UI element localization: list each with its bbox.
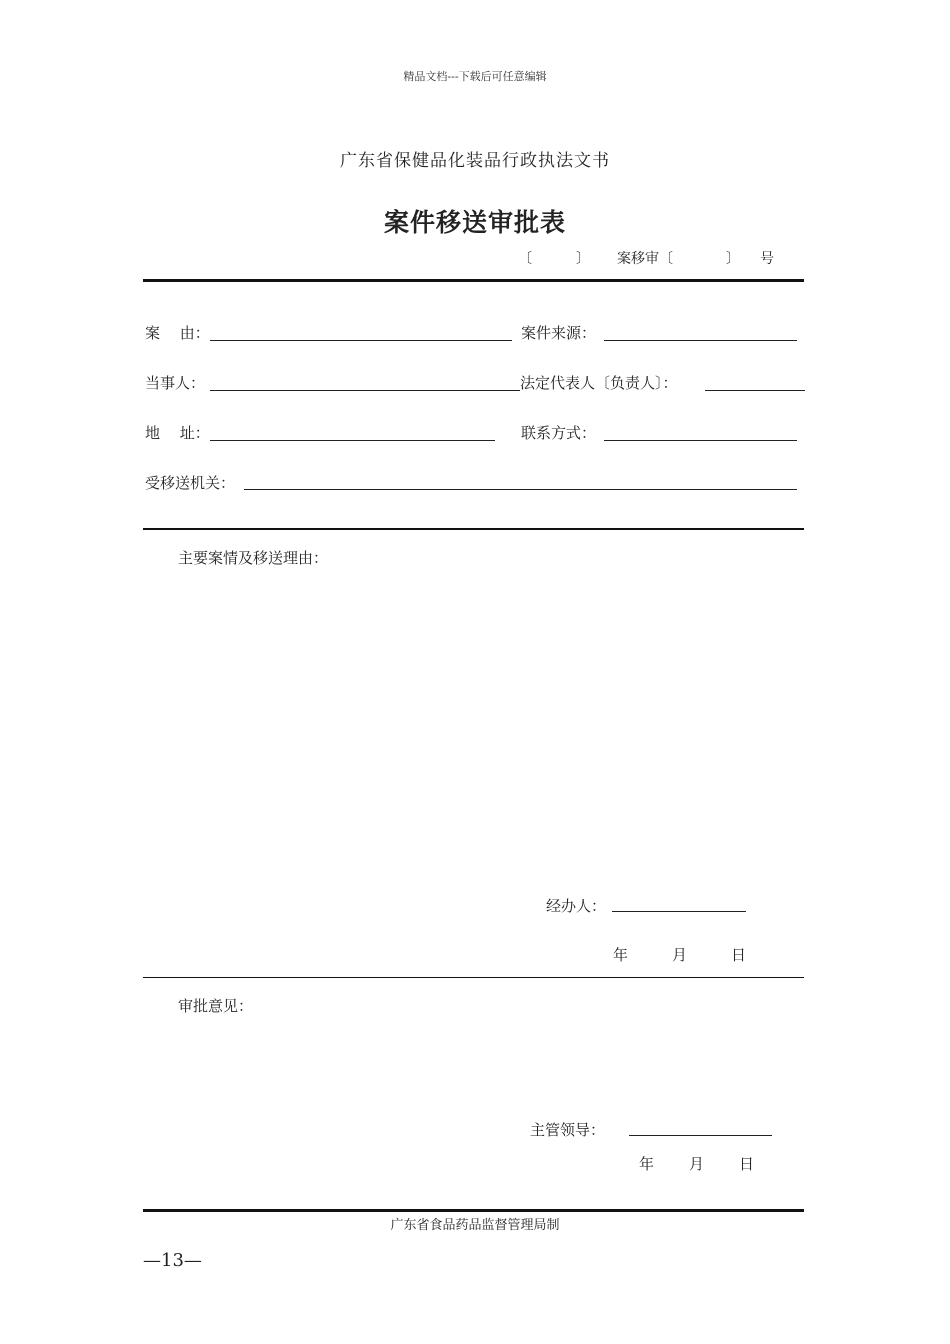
legal-rep-label: 法定代表人〔负责人〕：: [520, 374, 678, 392]
date-year-label: 年: [613, 946, 629, 964]
form-title: 案件移送审批表: [383, 208, 566, 237]
leader-label: 主管领导：: [530, 1121, 606, 1139]
date-year-label: 年: [639, 1155, 655, 1173]
docno-close-paren: 〕: [576, 251, 590, 267]
docno-prefix: 案移审〔: [617, 251, 673, 267]
contact-field[interactable]: [604, 440, 797, 441]
address-label: 地 址：: [145, 424, 210, 442]
contact-label: 联系方式：: [521, 424, 597, 442]
receiving-org-label: 受移送机关：: [145, 474, 236, 492]
bottom-thick-rule: [143, 1209, 804, 1212]
issuer-footer: 广东省食品药品监督管理局制: [390, 1218, 560, 1233]
date-month-label: 月: [689, 1155, 705, 1173]
section-rule-2: [143, 977, 804, 978]
top-thick-rule: [143, 279, 804, 282]
handler-signature-field[interactable]: [612, 911, 746, 912]
receiving-org-field[interactable]: [244, 489, 797, 490]
docno-suffix: 号: [760, 251, 774, 267]
watermark-text: 精品文档---下载后可任意编辑: [403, 70, 547, 83]
handler-label: 经办人：: [546, 897, 607, 915]
page-number: —13—: [143, 1250, 202, 1271]
legal-rep-field[interactable]: [705, 390, 805, 391]
address-field[interactable]: [210, 440, 495, 441]
docno-suffix-paren: 〕: [726, 251, 740, 267]
main-facts-label: 主要案情及移送理由：: [178, 549, 329, 567]
party-label: 当事人：: [145, 374, 206, 392]
date-day-label: 日: [731, 946, 747, 964]
approval-label: 审批意见：: [178, 997, 254, 1015]
date-month-label: 月: [672, 946, 688, 964]
case-source-label: 案件来源：: [521, 324, 597, 342]
case-reason-field[interactable]: [210, 340, 512, 341]
party-field[interactable]: [210, 390, 520, 391]
case-source-field[interactable]: [604, 340, 797, 341]
case-reason-label: 案 由：: [145, 324, 210, 342]
docno-open-paren: 〔: [518, 251, 532, 267]
date-day-label: 日: [739, 1155, 755, 1173]
leader-signature-field[interactable]: [629, 1135, 772, 1136]
document-series-title: 广东省保健品化装品行政执法文书: [340, 151, 610, 171]
section-rule-1: [143, 528, 804, 530]
